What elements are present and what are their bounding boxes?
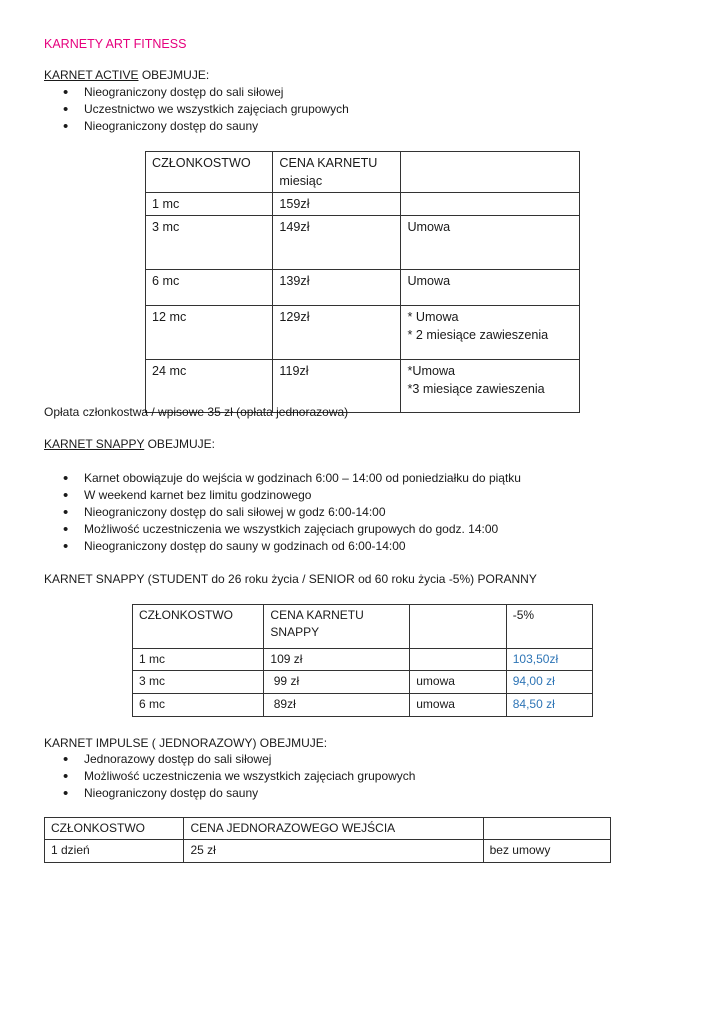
list-item: • Jednorazowy dostęp do sali siłowej (60, 751, 415, 768)
list-item: • Uczestnictwo we wszystkich zajęciach grupowych (60, 101, 349, 118)
discount-price-cell: 84,50 zł (506, 694, 592, 717)
table-cell: 1 mc (146, 193, 273, 216)
snappy-bullet-list (60, 470, 521, 555)
table-cell: 99 zł (264, 671, 410, 694)
table-header-cell: CENA KARNETU SNAPPY (264, 605, 410, 649)
table-row (45, 840, 611, 863)
table-row (146, 152, 580, 193)
list-item: • Nieograniczony dostęp do sauny (60, 118, 349, 135)
table-cell: 119zł (273, 360, 401, 413)
table-cell: umowa (410, 694, 507, 717)
table-cell: 6 mc (133, 694, 264, 717)
active-heading-name: KARNET ACTIVE (44, 68, 139, 82)
table-cell: 24 mc (146, 360, 273, 413)
table-cell (410, 649, 507, 671)
active-bullet-list (60, 84, 349, 135)
table-cell: umowa (410, 671, 507, 694)
table-cell: 109 zł (264, 649, 410, 671)
impulse-price-table (44, 817, 611, 863)
fee-note: Opłata członkostwa / wpisowe 35 zł (opłata jednorazowa) (44, 405, 349, 419)
list-item: • Nieograniczony dostęp do sauny w godzinach od 6:00-14:00 (60, 538, 521, 555)
table-row (146, 306, 580, 360)
active-heading (44, 68, 209, 82)
table-cell: 6 mc (146, 270, 273, 306)
table-header-cell (401, 152, 580, 193)
list-item: • Możliwość uczestniczenia we wszystkich zajęciach grupowych (60, 768, 415, 785)
table-row (133, 605, 593, 649)
table-row (45, 818, 611, 840)
table-cell: 159zł (273, 193, 401, 216)
list-item: • Nieograniczony dostęp do sauny (60, 785, 415, 802)
table-row (146, 216, 580, 270)
table-header-cell: CENA JEDNORAZOWEGO WEJŚCIA (184, 818, 483, 840)
table-row (146, 270, 580, 306)
table-cell: 1 mc (133, 649, 264, 671)
table-cell: Umowa (401, 216, 580, 270)
table-row (133, 694, 593, 717)
active-price-table (145, 151, 580, 413)
table-header-cell: CZŁONKOSTWO (45, 818, 184, 840)
table-cell: bez umowy (483, 840, 610, 863)
table-header-cell: CZŁONKOSTWO (146, 152, 273, 193)
snappy-heading (44, 437, 215, 451)
list-item: • W weekend karnet bez limitu godzinowego (60, 487, 521, 504)
snappy-heading-rest: OBEJMUJE: (144, 437, 215, 451)
table-cell: 3 mc (133, 671, 264, 694)
table-cell: 129zł (273, 306, 401, 360)
table-header-cell: CZŁONKOSTWO (133, 605, 264, 649)
impulse-heading: KARNET IMPULSE ( JEDNORAZOWY) OBEJMUJE: (44, 736, 328, 750)
table-cell: Umowa (401, 270, 580, 306)
page-title: KARNETY ART FITNESS (44, 37, 187, 51)
table-cell: 3 mc (146, 216, 273, 270)
table-cell: *Umowa *3 miesiące zawieszenia (401, 360, 580, 413)
discount-price-cell: 94,00 zł (506, 671, 592, 694)
table-cell: 89zł (264, 694, 410, 717)
table-row (146, 193, 580, 216)
table-cell: 149zł (273, 216, 401, 270)
table-row (133, 649, 593, 671)
table-row (133, 671, 593, 694)
list-item: • Karnet obowiązuje do wejścia w godzinach 6:00 – 14:00 od poniedziałku do piątku (60, 470, 521, 487)
table-cell: 1 dzień (45, 840, 184, 863)
table-cell: 139zł (273, 270, 401, 306)
list-item: • Nieograniczony dostęp do sali siłowej (60, 84, 349, 101)
table-header-cell (483, 818, 610, 840)
discount-price-cell: 103,50zł (506, 649, 592, 671)
snappy-price-table (132, 604, 593, 717)
table-cell: 25 zł (184, 840, 483, 863)
table-cell: * Umowa * 2 miesiące zawieszenia (401, 306, 580, 360)
table-header-cell: CENA KARNETU miesiąc (273, 152, 401, 193)
list-item: • Możliwość uczestniczenia we wszystkich zajęciach grupowych do godz. 14:00 (60, 521, 521, 538)
table-cell: 12 mc (146, 306, 273, 360)
impulse-bullet-list (60, 751, 415, 802)
table-header-cell (410, 605, 507, 649)
table-header-cell: -5% (506, 605, 592, 649)
table-cell (401, 193, 580, 216)
snappy-heading-name: KARNET SNAPPY (44, 437, 145, 451)
list-item: • Nieograniczony dostęp do sali siłowej w godz 6:00-14:00 (60, 504, 521, 521)
snappy-discount-heading: KARNET SNAPPY (STUDENT do 26 roku życia / SENIOR od 60 roku życia -5%) PORANNY (44, 572, 537, 586)
active-heading-rest: OBEJMUJE: (138, 68, 210, 82)
